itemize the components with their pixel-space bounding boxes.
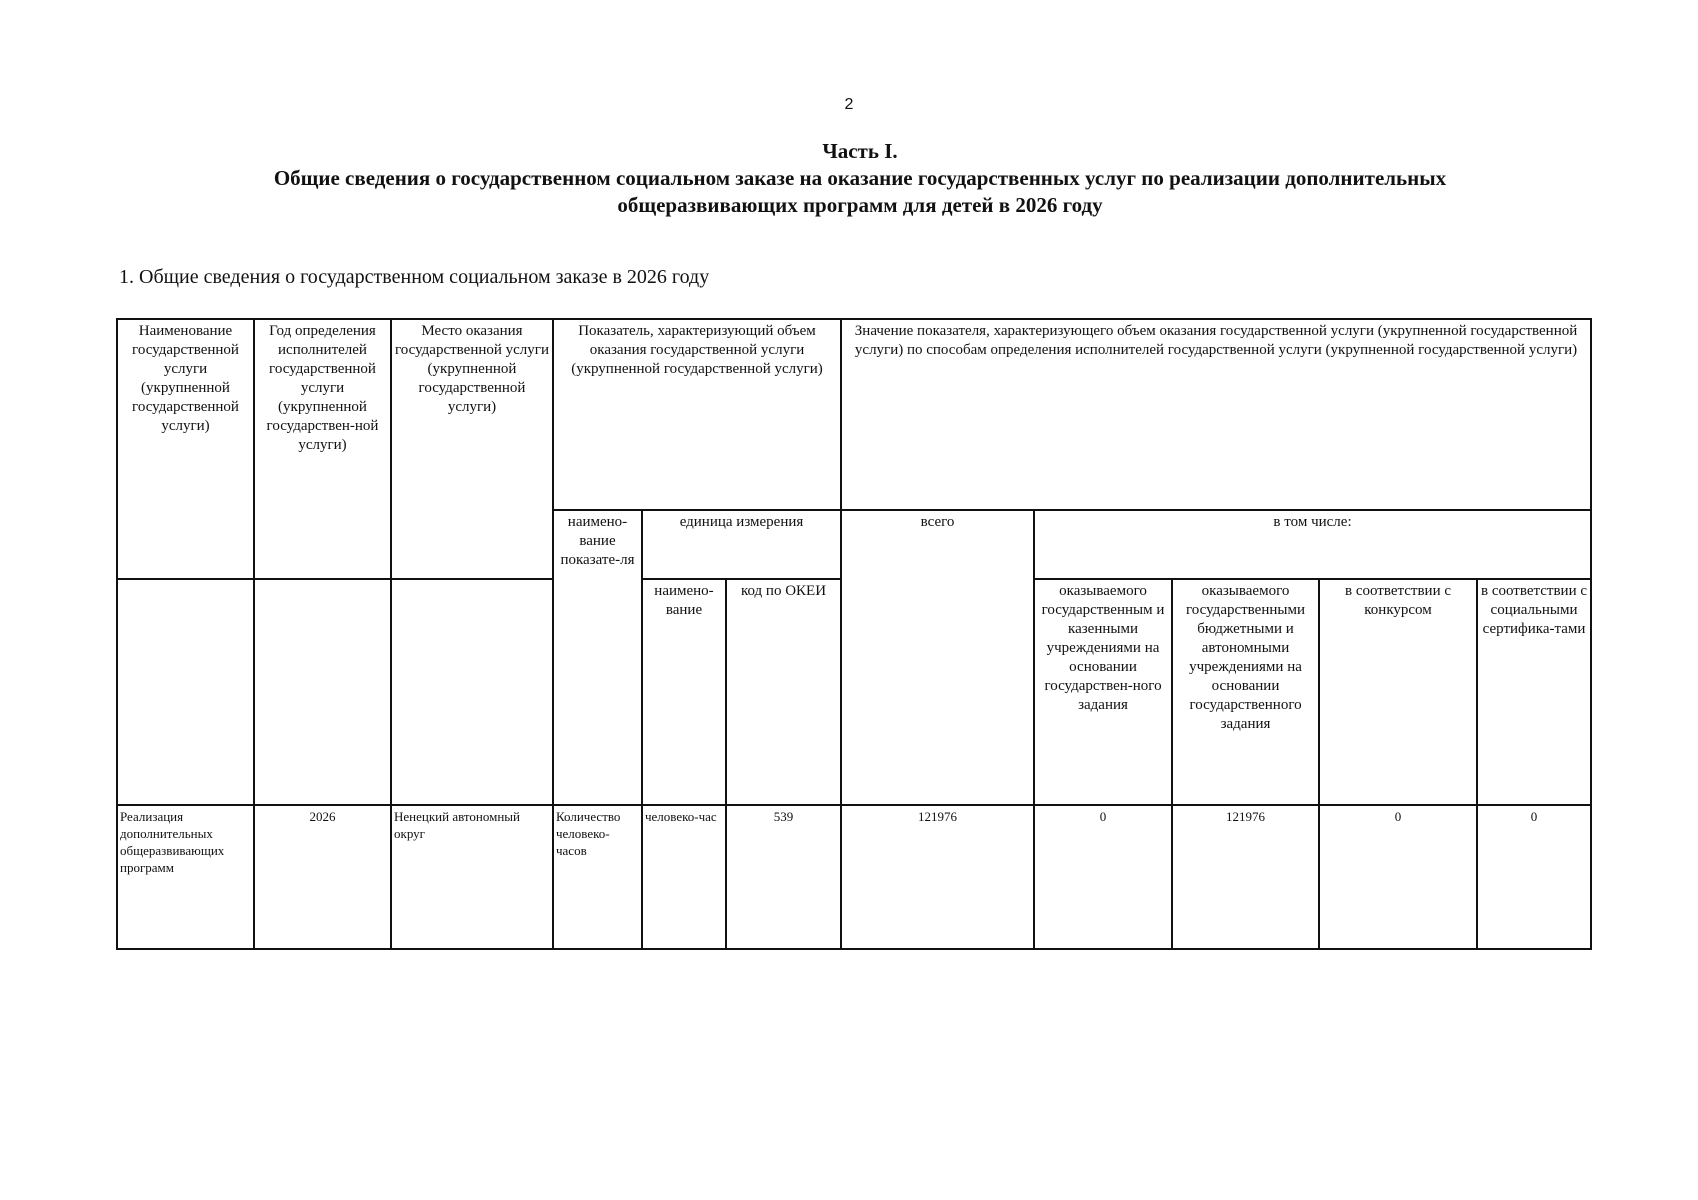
- header-okei-code: код по ОКЕИ: [726, 579, 841, 805]
- page-number: 2: [844, 96, 854, 113]
- header-place: Место оказания государственной услуги (укрупненной государственной услуги): [391, 319, 553, 579]
- header-budget-autonomous: оказываемого государственными бюджетными и автономными учреждениями на основании государственного задания: [1172, 579, 1319, 805]
- heading-part: Часть I.: [822, 139, 898, 163]
- header-unit-name: наимено-вание: [642, 579, 726, 805]
- cell-state-task: 0: [1034, 805, 1172, 949]
- header-total: всего: [841, 510, 1034, 805]
- header-service-name: Наименование государственной услуги (укрупненной государственной услуги): [117, 319, 254, 579]
- cell-okei-code: 539: [726, 805, 841, 949]
- cell-place: Ненецкий автономный округ: [391, 805, 553, 949]
- header-including: в том числе:: [1034, 510, 1591, 579]
- header-competition: в соответствии с конкурсом: [1319, 579, 1477, 805]
- header-state-task: оказываемого государственным и казенными учреждениями на основании государствен-ного задания: [1034, 579, 1172, 805]
- header-indicator: Показатель, характеризующий объем оказания государственной услуги (укрупненной государственной услуги): [553, 319, 841, 510]
- social-order-table: [116, 318, 1592, 950]
- cell-total: 121976: [841, 805, 1034, 949]
- cell-certificates: 0: [1477, 805, 1591, 949]
- heading-title-line-1: Общие сведения о государственном социальном заказе на оказание государственных услуг по реализации дополнительных: [273, 166, 1447, 190]
- header-value: Значение показателя, характеризующего объем оказания государственной услуги (укрупненной государственной услуги) по способам определения исполнителей государственной услуги (укрупненной государственной услуги): [841, 319, 1591, 510]
- header-blank-1: [117, 579, 254, 805]
- header-indicator-name: наимено-вание показате-ля: [553, 510, 642, 805]
- cell-indicator-name: Количество человеко-часов: [553, 805, 642, 949]
- header-unit: единица измерения: [642, 510, 841, 579]
- header-blank-2: [254, 579, 391, 805]
- cell-unit-name: человеко-час: [642, 805, 726, 949]
- document-heading: [140, 138, 1580, 219]
- cell-competition: 0: [1319, 805, 1477, 949]
- cell-year: 2026: [254, 805, 391, 949]
- cell-service-name: Реализация дополнительных общеразвивающих программ: [117, 805, 254, 949]
- header-certificates: в соответствии с социальными сертифика-тами: [1477, 579, 1591, 805]
- table-row: [117, 805, 1591, 949]
- header-blank-3: [391, 579, 553, 805]
- heading-title-line-2: общеразвивающих программ для детей в 2026 году: [617, 193, 1103, 217]
- section-title: 1. Общие сведения о государственном социальном заказе в 2026 году: [119, 266, 710, 288]
- header-year: Год определения исполнителей государственной услуги (укрупненной государствен-ной услуги): [254, 319, 391, 579]
- cell-budget-autonomous: 121976: [1172, 805, 1319, 949]
